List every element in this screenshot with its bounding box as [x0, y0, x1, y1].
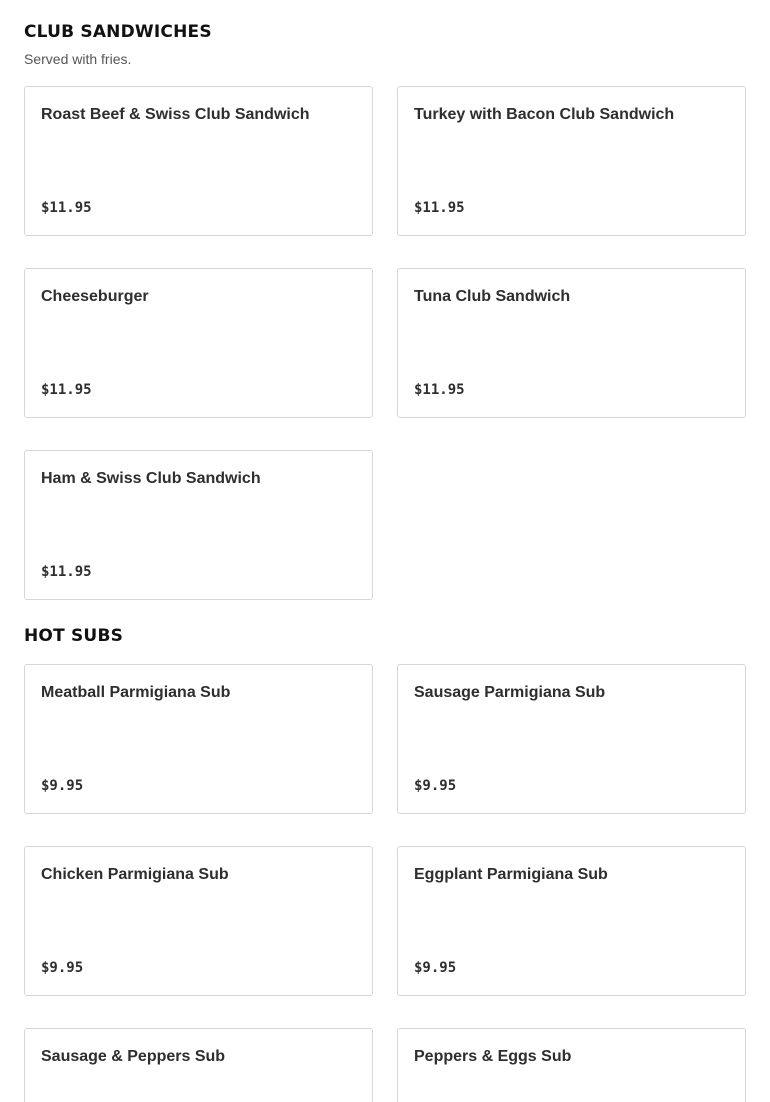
menu-item-price: $9.95 — [41, 778, 84, 794]
section-subtitle-club-sandwiches: Served with fries. — [24, 51, 132, 67]
menu-item-card[interactable] — [24, 268, 373, 418]
section-title-club-sandwiches: CLUB SANDWICHES — [24, 22, 212, 42]
menu-item-name: Cheeseburger — [41, 288, 149, 305]
section-title-hot-subs: HOT SUBS — [24, 626, 124, 646]
menu-item-card[interactable] — [397, 268, 746, 418]
menu-item-price: $9.95 — [414, 960, 457, 976]
menu-item-name: Sausage & Peppers Sub — [41, 1048, 226, 1065]
menu-item-name: Eggplant Parmigiana Sub — [414, 866, 608, 883]
menu-item-card[interactable] — [24, 1028, 373, 1102]
menu-item-price: $11.95 — [414, 200, 465, 216]
menu-item-name: Peppers & Eggs Sub — [414, 1048, 572, 1065]
menu-item-name: Meatball Parmigiana Sub — [41, 684, 231, 701]
menu-item-card[interactable] — [397, 86, 746, 236]
menu-item-card[interactable] — [397, 664, 746, 814]
menu-item-card[interactable] — [24, 664, 373, 814]
menu-item-price: $11.95 — [41, 382, 92, 398]
menu-item-price: $11.95 — [414, 382, 465, 398]
menu-item-card[interactable] — [397, 1028, 746, 1102]
menu-item-price: $9.95 — [414, 778, 457, 794]
menu-item-card[interactable] — [24, 450, 373, 600]
menu-item-card[interactable] — [397, 846, 746, 996]
menu-item-price: $11.95 — [41, 200, 92, 216]
menu-item-name: Sausage Parmigiana Sub — [414, 684, 606, 701]
menu-item-card[interactable] — [24, 86, 373, 236]
menu-item-price: $9.95 — [41, 960, 84, 976]
menu-item-name: Tuna Club Sandwich — [414, 288, 571, 305]
menu-item-name: Chicken Parmigiana Sub — [41, 866, 229, 883]
menu-item-name: Ham & Swiss Club Sandwich — [41, 470, 261, 487]
menu-item-card[interactable] — [24, 846, 373, 996]
menu-item-name: Roast Beef & Swiss Club Sandwich — [41, 106, 310, 123]
menu-item-name: Turkey with Bacon Club Sandwich — [414, 106, 675, 123]
menu-item-price: $11.95 — [41, 564, 92, 580]
